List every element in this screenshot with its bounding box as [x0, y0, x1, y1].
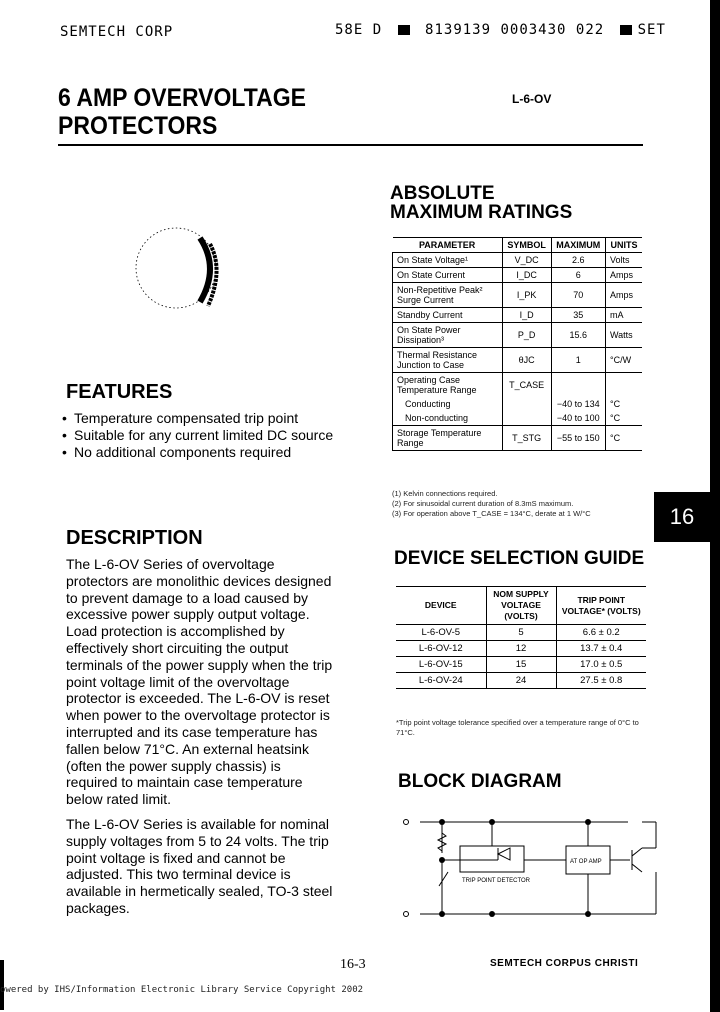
table-row: [393, 397, 643, 411]
terminal-icon: [404, 912, 409, 917]
block-mark-icon: [398, 25, 410, 35]
footer-company: SEMTECH CORPUS CHRISTI: [490, 958, 639, 969]
block-diagram-heading: BLOCK DIAGRAM: [398, 771, 562, 792]
description-heading: DESCRIPTION: [66, 527, 203, 549]
cell-parameter: Storage Temperature Range: [393, 426, 503, 451]
table-header-row: [393, 238, 643, 253]
description-paragraph: The L-6-OV Series of overvoltage protectors are monolithic devices designed to prevent damage to a load caused by excessive power supply output voltage. Load protection is accomplished by effectively short circuiting the output terminals of the power supply when the trip point voltage limit of the overvoltage protector is exceeded. The L-6-OV is reset when power to the overvoltage protector is interrupted and its case temperature has fallen below 71°C. An external heatsink (often the power supply chassis) is required to maintain case temperature below rated limit.: [66, 556, 333, 808]
cell-maximum: −40 to 134: [551, 397, 605, 411]
ratings-heading: [390, 184, 572, 222]
block-diagram: [398, 808, 668, 923]
cell-parameter: On State Power Dissipation³: [393, 323, 503, 348]
cell-supply: 24: [486, 673, 556, 689]
table-row: [393, 308, 643, 323]
section-tab: 16: [654, 492, 710, 542]
footnote: (2) For sinusoidal current duration of 8.3mS maximum.: [392, 499, 574, 508]
ratings-heading-line-2: MAXIMUM RATINGS: [390, 202, 573, 223]
cell-maximum: −55 to 150: [551, 426, 605, 451]
cell-parameter: Non-Repetitive Peak² Surge Current: [393, 283, 503, 308]
cell-parameter: Operating Case Temperature Range: [393, 373, 503, 398]
features-list: [62, 410, 342, 461]
detector-label: TRIP POINT DETECTOR: [462, 878, 531, 884]
cell-symbol: T_STG: [502, 426, 551, 451]
table-header-row: [396, 587, 646, 625]
cell-symbol: I_PK: [502, 283, 551, 308]
column-header: MAXIMUM: [551, 238, 605, 253]
cell-units: [606, 373, 642, 398]
cell-device: L-6-OV-15: [396, 657, 486, 673]
header-code-prefix: 58E D: [335, 22, 383, 38]
table-row: [393, 283, 643, 308]
header-code: [335, 22, 666, 38]
column-header: PARAMETER: [393, 238, 503, 253]
page-number: 16-3: [340, 957, 366, 972]
table-row: [393, 268, 643, 283]
cell-units: Watts: [606, 323, 642, 348]
header-code-number: 8139139 0003430 022: [425, 22, 605, 38]
selection-guide-note: *Trip point voltage tolerance specified over a temperature range of 0°C to 71°C.: [396, 718, 639, 737]
cell-maximum: 35: [551, 308, 605, 323]
column-header: NOM SUPPLY VOLTAGE (VOLTS): [486, 587, 556, 625]
opamp-label: AT OP AMP: [570, 859, 602, 865]
cell-maximum: 6: [551, 268, 605, 283]
cell-parameter: On State Voltage¹: [393, 253, 503, 268]
selection-guide-heading: DEVICE SELECTION GUIDE: [394, 548, 645, 569]
cell-maximum: −40 to 100: [551, 411, 605, 426]
cell-units: °C: [606, 411, 642, 426]
cell-units: °C: [606, 426, 642, 451]
table-row: [396, 625, 646, 641]
cell-maximum: [551, 373, 605, 398]
cell-units: Volts: [606, 253, 642, 268]
cell-parameter: Conducting: [393, 397, 503, 411]
footnote: (1) Kelvin connections required.: [392, 489, 498, 498]
feature-item: • No additional components required: [62, 444, 342, 461]
column-header: DEVICE: [396, 587, 486, 625]
ratings-notes: [392, 489, 591, 519]
table-row: [393, 253, 643, 268]
header-company: SEMTECH CORP: [60, 24, 174, 40]
footnote: (3) For operation above T_CASE = 134°C, derate at 1 W/°C: [392, 509, 591, 518]
zener-diode-icon: [498, 848, 510, 860]
table-row: [393, 411, 643, 426]
cell-symbol: I_DC: [502, 268, 551, 283]
table-row: [393, 373, 643, 398]
ratings-table: [392, 237, 642, 451]
cell-units: °C/W: [606, 348, 642, 373]
cell-trip: 13.7 ± 0.4: [556, 641, 646, 657]
product-photo-icon: [120, 210, 240, 330]
cell-units: Amps: [606, 283, 642, 308]
cell-symbol: θJC: [502, 348, 551, 373]
title-divider: [58, 144, 643, 146]
cell-device: L-6-OV-5: [396, 625, 486, 641]
table-row: [393, 426, 643, 451]
cell-symbol: [502, 411, 551, 426]
ratings-heading-line-1: ABSOLUTE: [390, 183, 495, 204]
cell-units: °C: [606, 397, 642, 411]
column-header: UNITS: [606, 238, 642, 253]
cell-device: L-6-OV-12: [396, 641, 486, 657]
cell-maximum: 2.6: [551, 253, 605, 268]
cell-device: L-6-OV-24: [396, 673, 486, 689]
table-row: [396, 657, 646, 673]
cell-symbol: T_CASE: [502, 373, 551, 398]
cell-parameter: Non-conducting: [393, 411, 503, 426]
cell-parameter: Thermal Resistance Junction to Case: [393, 348, 503, 373]
description-paragraph: The L-6-OV Series is available for nominal supply voltages from 5 to 24 volts. The trip point voltage is fixed and cannot be adjusted. This two terminal device is available in hermetically sealed, TO-3 steel packages.: [66, 815, 333, 916]
table-row: [396, 641, 646, 657]
scan-edge-bar: [710, 0, 720, 1012]
table-row: [393, 348, 643, 373]
block-mark-icon: [620, 25, 632, 35]
cell-units: Amps: [606, 268, 642, 283]
cell-symbol: P_D: [502, 323, 551, 348]
description-body: [66, 556, 336, 925]
cell-trip: 27.5 ± 0.8: [556, 673, 646, 689]
cell-units: mA: [606, 308, 642, 323]
feature-item: • Suitable for any current limited DC source: [62, 427, 342, 444]
cell-parameter: Standby Current: [393, 308, 503, 323]
cell-trip: 17.0 ± 0.5: [556, 657, 646, 673]
table-row: [393, 323, 643, 348]
cell-supply: 15: [486, 657, 556, 673]
cell-maximum: 1: [551, 348, 605, 373]
header-code-suffix: SET: [637, 22, 666, 38]
selection-guide-table: [396, 586, 646, 689]
cell-supply: 12: [486, 641, 556, 657]
table-row: [396, 673, 646, 689]
part-number: L-6-OV: [512, 92, 552, 106]
features-heading: FEATURES: [66, 381, 173, 403]
cell-symbol: [502, 397, 551, 411]
terminal-icon: [404, 820, 409, 825]
page-title: [58, 84, 306, 140]
cell-symbol: I_D: [502, 308, 551, 323]
powered-by-notice: owered by IHS/Information Electronic Library Service Copyright 2002: [0, 985, 364, 995]
column-header: TRIP POINT VOLTAGE* (VOLTS): [556, 587, 646, 625]
column-header: SYMBOL: [502, 238, 551, 253]
cell-parameter: On State Current: [393, 268, 503, 283]
title-line-2: PROTECTORS: [58, 112, 218, 140]
feature-item: • Temperature compensated trip point: [62, 410, 342, 427]
cell-symbol: V_DC: [502, 253, 551, 268]
trip-point-detector-block: [460, 846, 524, 872]
cell-maximum: 15.6: [551, 323, 605, 348]
cell-supply: 5: [486, 625, 556, 641]
cell-maximum: 70: [551, 283, 605, 308]
cell-trip: 6.6 ± 0.2: [556, 625, 646, 641]
title-line-1: 6 AMP OVERVOLTAGE: [58, 84, 306, 112]
